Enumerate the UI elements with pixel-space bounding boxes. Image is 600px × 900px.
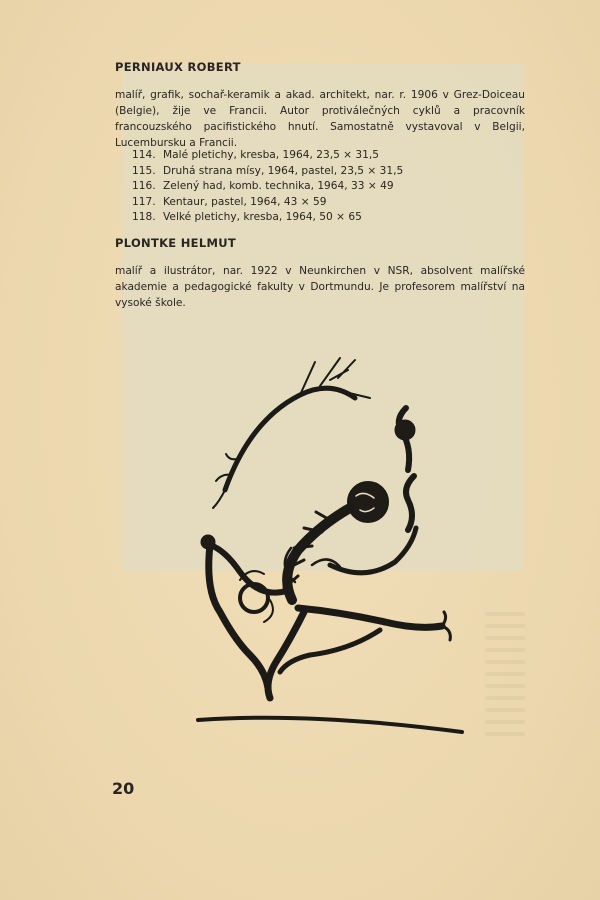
artist-bio-plontke: malíř a ilustrátor, nar. 1922 v Neunkirchen v NSR, absolvent malířské akademie a pedagogické fakulty v Dortmundu. Je profesorem malířství na vysoké škole. <box>115 265 525 309</box>
show-through-text <box>485 612 525 742</box>
work-item <box>132 148 403 164</box>
page-number: 20 <box>112 779 135 798</box>
work-number: 117. <box>132 195 156 208</box>
work-description: Zelený had, komb. technika, 1964, 33 × 49 <box>163 180 394 193</box>
work-item <box>132 210 403 226</box>
artist-heading-perniaux: PERNIAUX ROBERT <box>115 60 241 74</box>
work-item <box>132 179 403 195</box>
work-number: 115. <box>132 164 156 177</box>
work-item <box>132 195 403 211</box>
ground-line <box>198 718 462 732</box>
work-number: 118. <box>132 211 156 224</box>
work-description: Druhá strana mísy, 1964, pastel, 23,5 × 31,5 <box>163 164 404 177</box>
work-description: Velké pletichy, kresba, 1964, 50 × 65 <box>163 211 362 224</box>
work-number: 114. <box>132 149 156 161</box>
work-description: Malé pletichy, kresba, 1964, 23,5 × 31,5 <box>163 149 380 161</box>
work-description: Kentaur, pastel, 1964, 43 × 59 <box>163 195 327 208</box>
work-number: 116. <box>132 180 156 193</box>
figure-drawing <box>180 350 470 740</box>
artist-bio-perniaux: malíř, grafik, sochař-keramik a akad. architekt, nar. r. 1906 v Grez-Doiceau (Belgie), žije ve Francii. Autor protiválečných cyklů a pracovník francouzského pacifistického hnutí. Samostatně vystavoval v Belgii, Lucembursku a Francii. <box>115 89 525 149</box>
artist-heading-plontke: PLONTKE HELMUT <box>115 236 236 250</box>
work-item <box>132 164 403 180</box>
works-list <box>132 148 403 226</box>
